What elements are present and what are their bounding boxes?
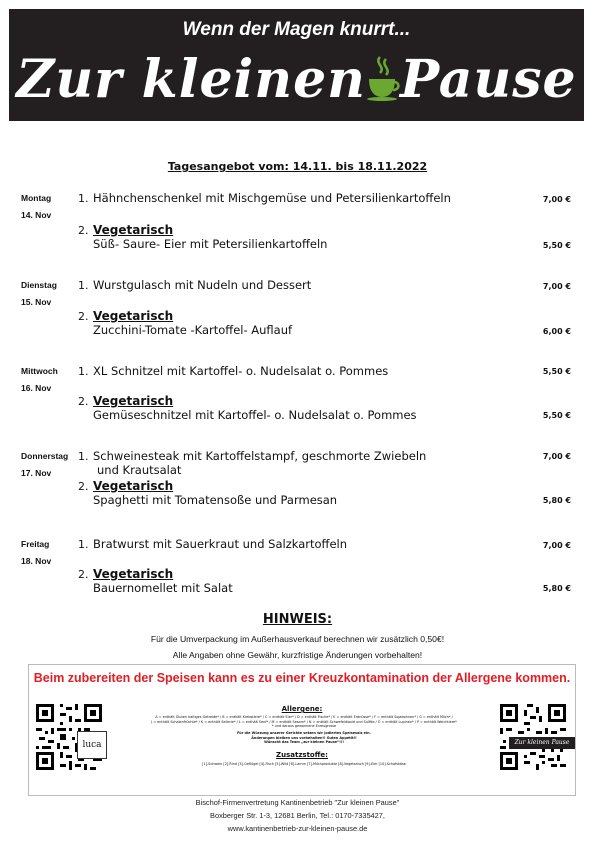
coffee-cup-icon [366,53,400,115]
footer-website[interactable]: www.kantinenbetrieb-zur-kleinen-pause.de [227,824,368,833]
mini-brand-logo: Zur kleinen Pause [509,737,575,749]
offer-title: Tagesangebot vom: 14.11. bis 18.11.2022 [167,160,428,173]
seasoning-info: Für die Würzung unserer Gerichte setzen wir jodiertes Speisesalz ein. Änderungen bleiben uns vorbehalten!! Guten Appetit!! Wünscht das Team „zur kleinen Pause“!!! [237,731,371,744]
price: 5,80 € [542,584,571,593]
dish-number: 2. [78,224,89,237]
dish-number: 2. [78,395,89,408]
dish-meat: Bratwurst mit Sauerkraut und Salzkartoffeln [93,537,348,551]
allergens-title: Allergene: [281,705,323,713]
weekday: Donnerstag 17. Nov [21,451,69,478]
dish-number: 2. [78,310,89,323]
dish-veg: Vegetarisch Süß- Saure- Eier mit Petersilienkartoffeln [93,223,328,251]
luca-logo: luca [77,731,107,759]
dish-number: 1. [78,365,89,378]
dish-veg: Vegetarisch Gemüseschnitzel mit Kartoffel- o. Nudelsalat o. Pommes [93,394,417,422]
hint-title: HINWEIS: [262,612,333,627]
price: 5,50 € [542,411,571,420]
dish-number: 1. [78,538,89,551]
price: 6,00 € [542,327,571,336]
weekday: Dienstag 15. Nov [21,280,57,307]
contamination-warning: Beim zubereiten der Speisen kann es zu einer Kreuzkontamination der Allergene kommen. [33,671,571,685]
dish-number: 1. [78,279,89,292]
price: 7,00 € [542,452,571,461]
additives-list: [1]-Schwein [2]-Rind [3]-Geflügel [4]-Fisch [5]-Wild [6]-Lamm [7]-Milchprodukte [8]-Vegetarisch [9]-Eier [10]-Schafskäse [202,762,406,766]
dish-veg: Vegetarisch Zucchini-Tomate -Kartoffel- Auflauf [93,309,293,337]
dish-number: 2. [78,568,89,581]
dish-number: 1. [78,192,89,205]
dish-meat: Hähnchenschenkel mit Mischgemüse und Petersilienkartoffeln [93,191,451,205]
price: 7,00 € [542,282,571,291]
header-banner [9,9,584,121]
hint-line: Für die Umverpackung im Außerhausverkauf berechnen wir zusätzlich 0,50€! [150,634,445,644]
dish-meat: Schweinesteak mit Kartoffelstampf, geschmorte Zwiebeln und Krautsalat [93,449,427,477]
weekday: Mittwoch 16. Nov [21,366,58,393]
weekday: Freitag 18. Nov [21,539,52,566]
price: 5,80 € [542,496,571,505]
brand-logo [9,49,584,115]
dish-veg: Vegetarisch Spaghetti mit Tomatensoße und Parmesan [93,479,338,507]
dish-number: 1. [78,450,89,463]
brand-left: Zur kleinen [16,49,366,110]
dish-number: 2. [78,480,89,493]
dish-meat: Wurstgulasch mit Nudeln und Dessert [93,278,312,292]
hint-line: Alle Angaben ohne Gewähr, kurzfristige Änderungen vorbehalten! [172,650,423,660]
weekday: Montag 14. Nov [21,193,52,220]
additives-title: Zusatzstoffe: [276,751,328,759]
brand-right: Pause [400,49,577,110]
footer-address: Boxberger Str. 1-3, 12681 Berlin, Tel.: 0170-7335427, [210,811,385,820]
slogan: Wenn der Magen knurrt... [182,19,411,40]
dish-veg: Vegetarisch Bauernomellet mit Salat [93,567,233,595]
allergy-box [28,664,576,796]
price: 7,00 € [542,541,571,550]
price: 5,50 € [542,241,571,250]
price: 7,00 € [542,195,571,204]
allergens-list: A = enthält Gluten haltiges Getreide* / B = enthält Krebstiere* / C = enthält Eier* / D = enthält Fische* / E = enthält Erdnüsse* / F = enthält Sojabohnen* / G = enthält Milch* / J = enthält Schalenfrüchte* / K = enthält Sellerie* / L = enthält Senf* / M = enthält Sesam* / N = enthält Schwefeldioxid und Sulfite / O = enthält Lupinen* / P = enthält Weichtiere* * und daraus gewonnene Erzeugnisse [151,715,457,728]
dish-meat: XL Schnitzel mit Kartoffel- o. Nudelsalat o. Pommes [93,364,389,378]
price: 5,50 € [542,367,571,376]
footer-company: Bischof-Firmenvertretung Kantinenbetrieb "Zur kleinen Pause" [195,798,400,807]
